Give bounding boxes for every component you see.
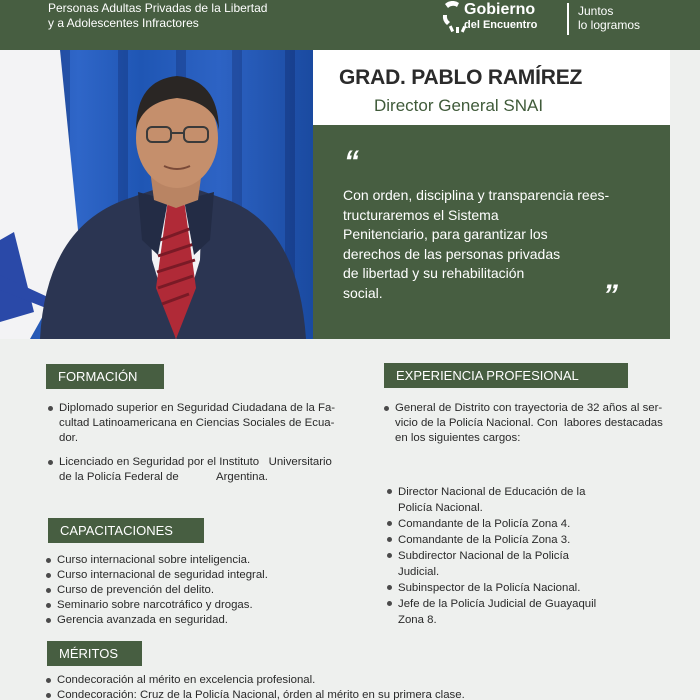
portrait-photo xyxy=(0,50,313,339)
section-title-experiencia: EXPERIENCIA PROFESIONAL xyxy=(384,363,628,388)
quote-line: social. xyxy=(343,284,383,301)
slogan-line-1: Juntos xyxy=(578,4,614,18)
quote-line: derechos de las personas privadas xyxy=(343,245,561,262)
gobierno-title: Gobierno xyxy=(464,1,536,18)
quote-line: Con orden, disciplina y transparencia rees- xyxy=(343,187,610,203)
experiencia-cargos-list xyxy=(386,484,676,628)
section-title-formacion: FORMACIÓN xyxy=(46,364,164,389)
list-item: Licenciado en Seguridad por el Instituto Universitario de la Policía Federal de Argentina. xyxy=(47,455,347,485)
list-item: Curso de prevención del delito. xyxy=(45,583,345,598)
list-item: Subinspector de la Policía Nacional. xyxy=(386,580,676,596)
header-bar xyxy=(0,0,700,50)
close-quote-icon: ” xyxy=(603,279,614,312)
name-panel xyxy=(313,50,670,125)
quote-line: de libertad y su rehabilitación xyxy=(343,265,525,281)
institution-line-2: y a Adolescentes Infractores xyxy=(48,16,199,30)
list-item: Comandante de la Policía Zona 4. xyxy=(386,516,676,532)
list-item: Seminario sobre narcotráfico y drogas. xyxy=(45,598,345,613)
institution-name xyxy=(48,1,267,31)
list-item: Gerencia avanzada en seguridad. xyxy=(45,613,345,628)
quote-line: tructuraremos el Sistema xyxy=(343,206,499,223)
institution-line-1: Personas Adultas Privadas de la Libertad xyxy=(48,1,268,15)
list-item: Diplomado superior en Seguridad Ciudadana de la Fa- cultad Latinoamericana en Ciencias Sociales de Ecua- dor. xyxy=(47,401,347,446)
list-item: Jefe de la Policía Judicial de Guayaquil Zona 8. xyxy=(386,596,676,628)
quote-panel xyxy=(313,125,670,339)
slogan xyxy=(578,4,640,32)
meritos-list xyxy=(45,673,695,700)
list-item: Subdirector Nacional de la Policía Judicial. xyxy=(386,548,676,580)
list-item: Curso internacional sobre inteligencia. xyxy=(45,553,345,568)
list-item: Director Nacional de Educación de la Policía Nacional. xyxy=(386,484,676,516)
person-title: Director General SNAI xyxy=(374,96,544,115)
experiencia-intro xyxy=(383,401,683,446)
list-item: Condecoración al mérito en excelencia profesional. xyxy=(45,673,695,688)
formacion-list xyxy=(47,401,347,494)
quote-line: Penitenciario, para garantizar los xyxy=(343,226,548,242)
list-item: Comandante de la Policía Zona 3. xyxy=(386,532,676,548)
slogan-line-2: lo logramos xyxy=(578,18,641,32)
portrait-illustration xyxy=(0,50,313,339)
open-quote-icon: “ xyxy=(344,145,355,178)
gobierno-wordmark xyxy=(464,1,537,32)
section-title-meritos: MÉRITOS xyxy=(47,641,142,666)
capacitaciones-list xyxy=(45,553,345,628)
list-item: General de Distrito con trayectoria de 32 años al ser- vicio de la Policía Nacional. Con labores destacadas en los siguientes cargos: xyxy=(383,401,683,446)
right-margin xyxy=(670,50,700,339)
header-divider xyxy=(567,3,569,35)
gobierno-subtitle: del Encuentro xyxy=(464,19,538,31)
section-title-capacitaciones: CAPACITACIONES xyxy=(48,518,204,543)
list-item: Condecoración: Cruz de la Policía Nacional, órden al mérito en su primera clase. xyxy=(45,688,695,700)
list-item: Curso internacional de seguridad integral. xyxy=(45,568,345,583)
person-name: GRAD. PABLO RAMÍREZ xyxy=(339,66,583,89)
